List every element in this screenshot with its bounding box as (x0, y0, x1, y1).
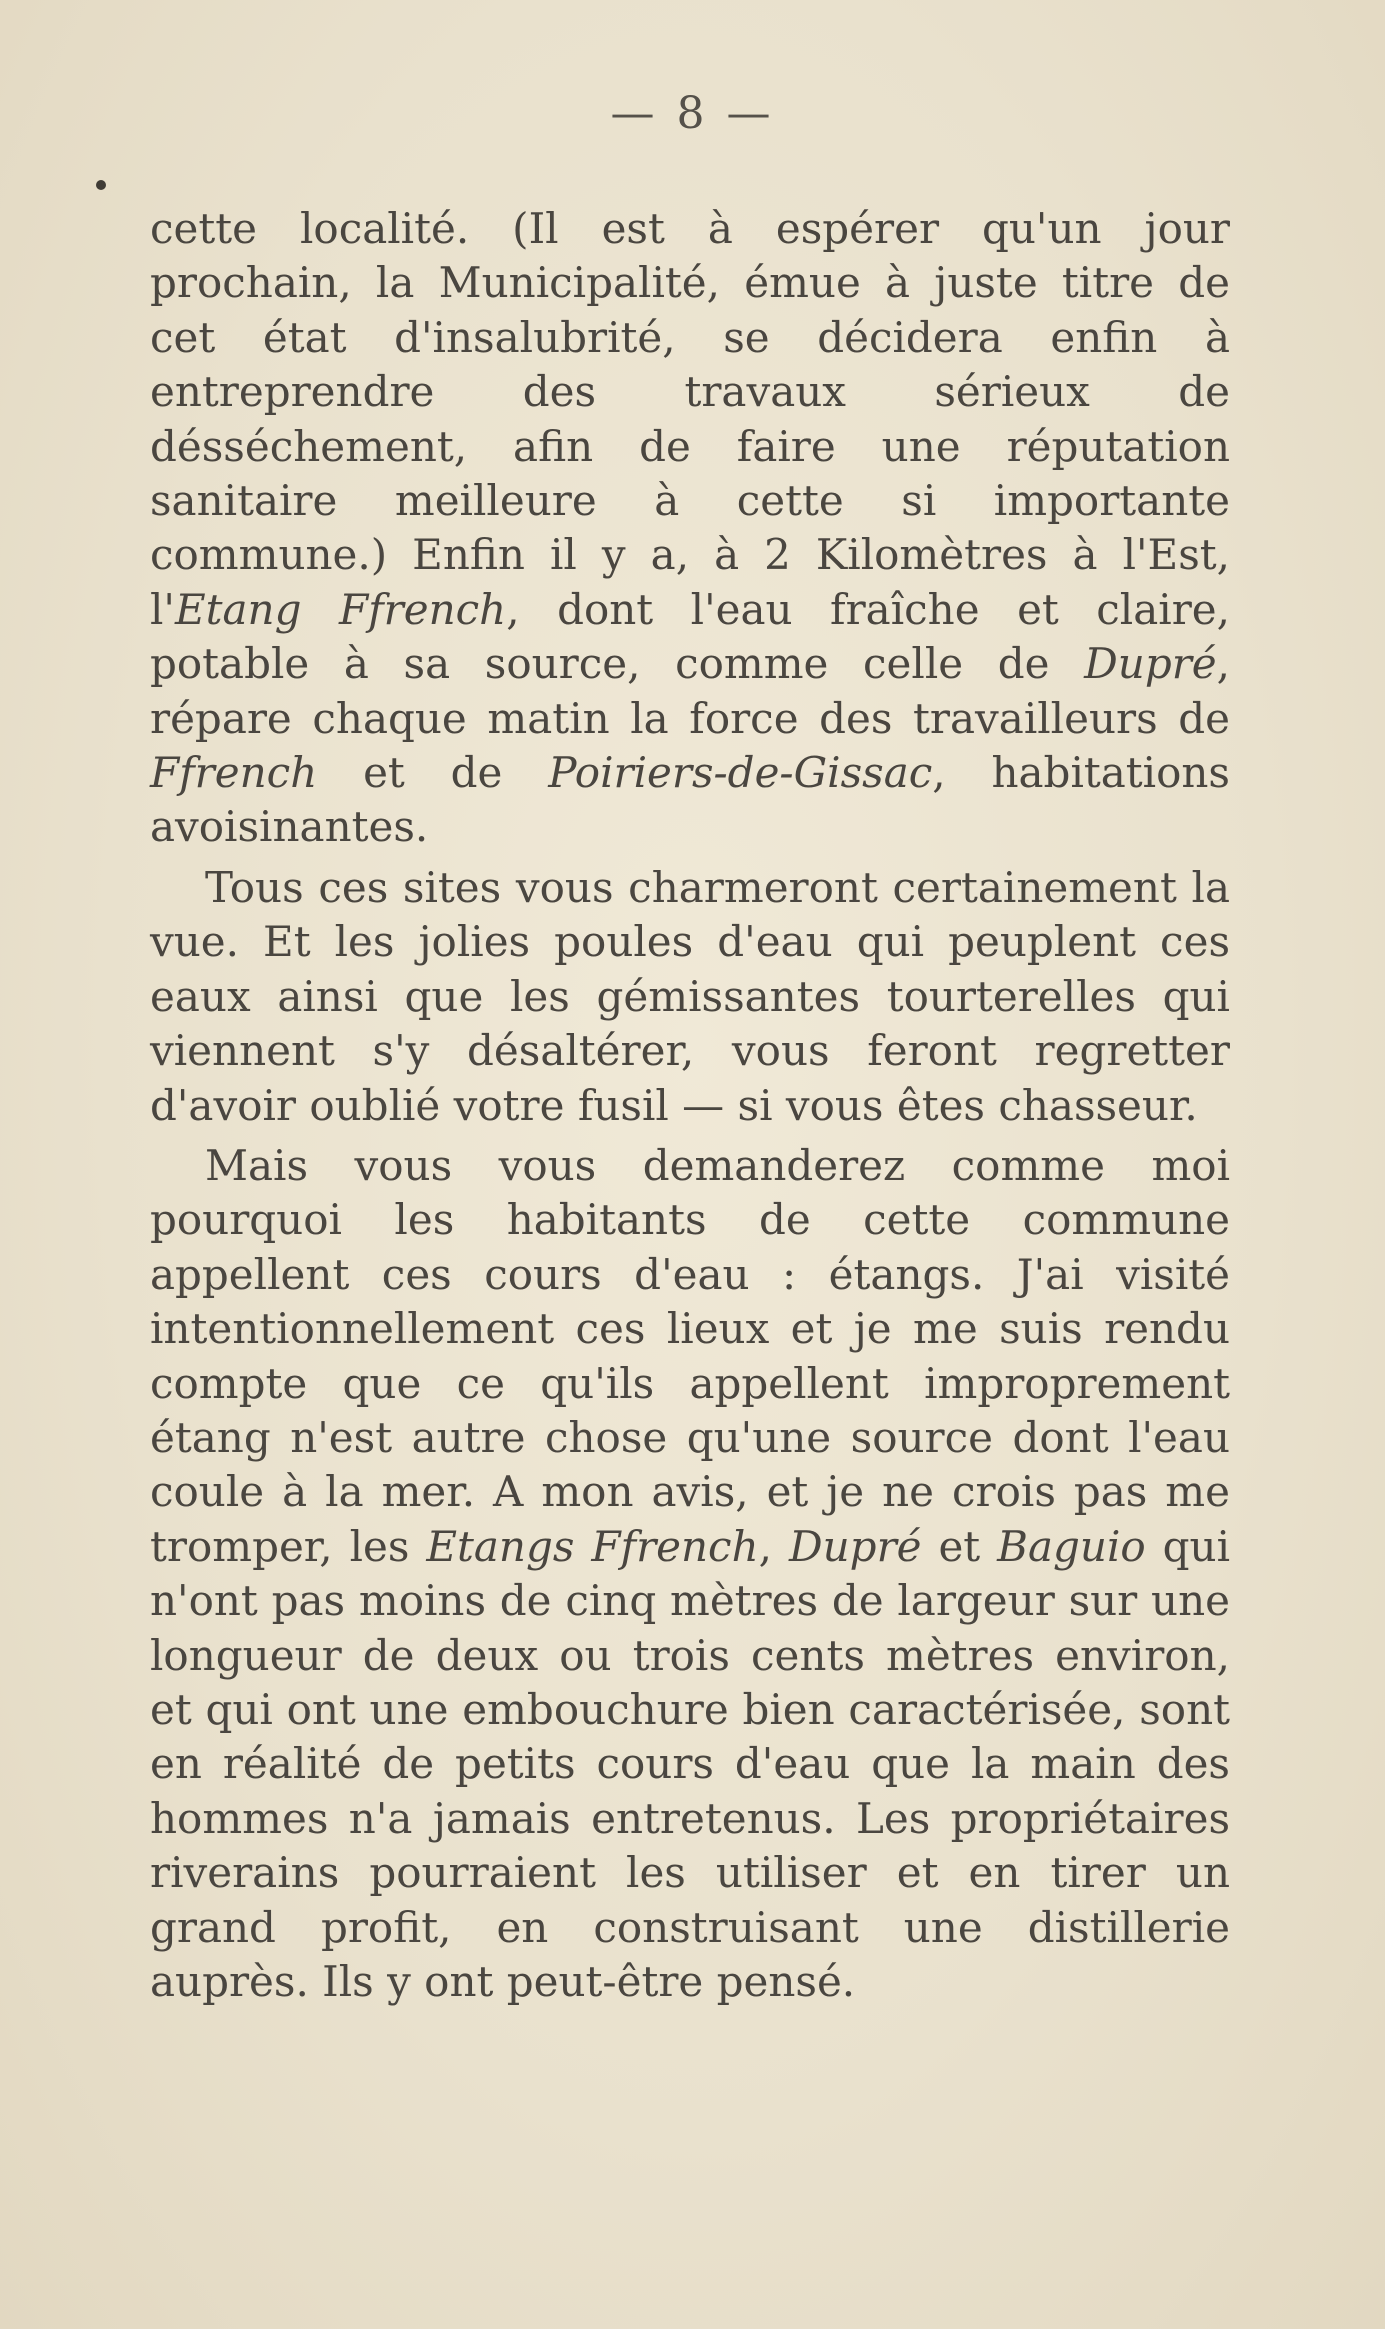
paragraph-text: , répare chaque matin la force des travailleurs de (150, 639, 1230, 743)
paragraph-text: et de (317, 748, 549, 798)
paragraph-text: , dont l'eau fraîche et claire, potable à sa source, comme celle de (150, 584, 1230, 689)
italic-place-name: Baguio (997, 1521, 1146, 1571)
paragraph-text: Mais vous vous demanderez comme moi pourquoi les habitants de cette commune appellent ces cours d'eau : étangs. J'ai visité intentionnellement ces lieux et je me suis rendu compte que ce qu'ils appellent improprement étang n'est autre chose qu'une source dont l'eau coule à la mer. A mon avis, et je ne crois pas me tromper, les (150, 1140, 1230, 1571)
paragraph-text: , (758, 1521, 789, 1571)
italic-place-name: Dupré (788, 1521, 922, 1571)
italic-place-name: Poiriers-de-Gissac (548, 748, 933, 798)
italic-place-name: Dupré (1084, 639, 1217, 689)
italic-place-name: Ffrench (338, 584, 507, 634)
paragraph-3 (150, 1139, 1230, 2010)
paragraph-2 (150, 861, 1230, 1133)
margin-dot (96, 180, 106, 190)
paragraph-text (574, 1522, 591, 1571)
italic-place-name: Etangs (426, 1521, 575, 1571)
paragraph-text: cette localité. (Il est à espérer qu'un jour prochain, la Municipalité, émue à juste titre de cet état d'insalubrité, se décidera enfin à entreprendre des travaux sérieux de désséchement, afin de faire une réputation sanitaire meilleure à cette si importante commune.) Enfin il y a, à 2 Kilomètres à l'Est, l' (150, 204, 1230, 634)
paragraph-text: qui n'ont pas moins de cinq mètres de largeur sur une longueur de deux ou trois cents mètres environ, et qui ont une embouchure bien caractérisée, sont en réalité de petits cours d'eau que la main des hommes n'a jamais entretenus. Les propriétaires riverains pourraient les utiliser et en tirer un grand profit, en construisant une distillerie auprès. Ils y ont peut-être pensé. (150, 1521, 1231, 2006)
italic-place-name: Ffrench (591, 1521, 759, 1571)
page-number: — 8 — (610, 88, 775, 139)
paragraph-text: Tous ces sites vous charmeront certainement la vue. Et les jolies poules d'eau qui peuplent ces eaux ainsi que les gémissantes tourterelles qui viennent s'y désaltérer, vous feront regretter d'avoir oublié votre fusil — si vous êtes chasseur. (150, 862, 1230, 1130)
paragraph-text (302, 585, 339, 634)
italic-place-name: Ffrench (150, 748, 318, 798)
paragraph-text: , habitations avoisinantes. (150, 748, 1230, 852)
italic-place-name: Etang (174, 584, 302, 634)
body-text (150, 202, 1230, 2009)
paragraph-1 (150, 202, 1230, 855)
paragraph-text: et (921, 1521, 998, 1571)
